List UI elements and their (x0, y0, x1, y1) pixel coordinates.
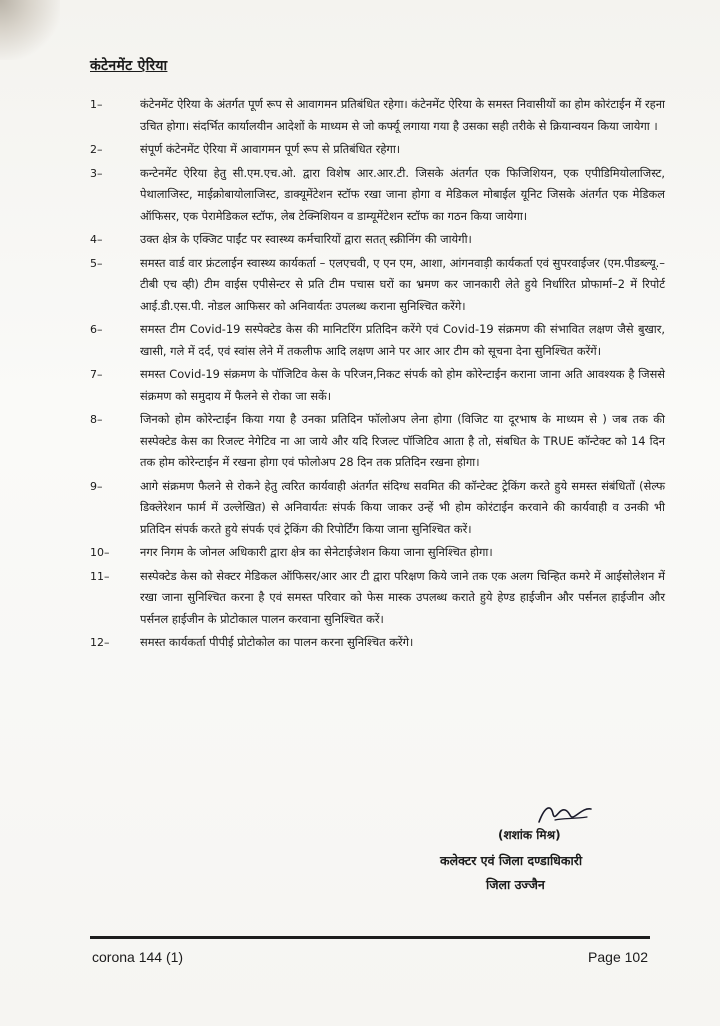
item-number: 7– (90, 368, 103, 381)
list-item (90, 476, 665, 541)
list-item (90, 253, 665, 318)
item-number: 9– (90, 479, 103, 493)
item-text: संपूर्ण कंटेनमेंट ऐरिया में आवागमन पूर्ण रूप से प्रतिबंधित रहेगा। (140, 142, 401, 156)
list-item (90, 319, 665, 362)
item-text: समस्त टीम Covid-19 सस्पेक्टेड केस की मानिटरिंग प्रतिदिन करेंगे एवं Covid-19 संक्रमण की संभावित लक्षण जैसे बुखार, खासी, गले में दर्द, एवं स्वांस लेने में तकलीफ आदि लक्षण आने पर आर आर टीम को सूचना देना सुनिश्चित करेंगें। (140, 322, 665, 358)
item-number: 5– (90, 256, 103, 270)
item-number: 2– (90, 143, 103, 156)
footer-divider (90, 936, 650, 939)
list-item (90, 364, 665, 407)
item-text: कन्टेनमेंट ऐरिया हेतु सी.एम.एच.ओ. द्वारा विशेष आर.आर.टी. जिसके अंतर्गत एक फिजिशियन, एक एपीडिमियोलाजिस्ट, पेथालाजिस्ट, माईक्रोबायोलाजिस्ट, डाक्यूमेंटेशन स्टॉफ रखा जाना होगा व मेडिकल मोबाईल यूनिट जिसके अंतर्गत एक मेडिकल ऑफिसर, एक पेरामेडिकल स्टॉफ, लेब टेक्निशियन व डाम्यूमेंटेशन स्टॉफ का गठन किया जायेगा। (140, 165, 665, 223)
order-items-list (90, 94, 665, 656)
page-heading: कंटेनमेंट ऐरिया (90, 58, 168, 74)
item-text: सस्पेक्टेड केस को सेक्टर मेडिकल ऑफिसर/आर आर टी द्वारा परिक्षण किये जाने तक एक अलग चिन्हित कमरे में आईसोलेशन में रखा जाना सुनिश्चित करना है एवं समस्त परिवार को फेस मास्क उपलब्ध कराते हुये हेण्ड हाईजीन और पर्सनल हाईजीन और पर्सनल हाईजीन के प्रोटोकाल पालन करवाना सुनिश्चित करें। (140, 568, 665, 626)
list-item (90, 139, 665, 161)
item-number: 10– (90, 546, 110, 559)
item-number: 8– (90, 413, 103, 426)
item-number: 11– (90, 569, 110, 583)
item-text: आगे संक्रमण फैलने से रोकने हेतु त्वरित कार्यवाही अंतर्गत संदिग्ध सवमित की कॉन्टेक्ट ट्रेकिंग करते हुये समस्त संबंधितों (सेल्फ डिक्लेरेशन फार्म में उल्लेखित) से अनिवार्यतः संपर्क किया जाकर उन्हें भी होम कोरंटाईन करवाने की कार्यवाही व उनकी भी प्रतिदिन संपर्क करते हुये संपर्क एवं ट्रेकिंग की रिपोर्टिंग किया जाना सुनिश्चित करें। (140, 478, 665, 536)
item-text: समस्त Covid-19 संक्रमण के पॉजिटिव केस के परिजन,निकट संपर्क को होम कोरेन्टाईन कराना जाना अति आवश्यक है जिससे संक्रमण को समुदाय में फैलने से रोका जा सकें। (140, 367, 665, 403)
item-number: 1– (90, 98, 103, 111)
signatory-designation: कलेक्टर एवं जिला दण्डाधिकारी (440, 853, 583, 868)
list-item (90, 409, 665, 474)
footer-page-number: Page 102 (588, 949, 648, 965)
list-item (90, 163, 665, 228)
item-number: 12– (90, 636, 110, 649)
footer-document-label: corona 144 (1) (92, 949, 184, 965)
page-corner-shadow (0, 0, 60, 60)
item-number: 4– (90, 233, 103, 246)
item-number: 6– (90, 323, 103, 336)
item-text: नगर निगम के जोनल अधिकारी द्वारा क्षेत्र का सेनेटाईजेशन किया जाना सुनिश्चित होगा। (140, 545, 493, 559)
list-item (90, 542, 665, 564)
item-text: कंटेनमेंट ऐरिया के अंतर्गत पूर्ण रूप से आवागमन प्रतिबंधित रहेगा। कंटेनमेंट ऐरिया के समस्त निवासीयों का होम कोरंटाईन में रहना उचित होगा। संदर्भित कार्यालयीन आदेशों के माध्यम से जो कर्फ्यू लगाया गया है उसका सही तरीके से क्रियान्वयन किया जायेगा । (140, 97, 665, 133)
list-item (90, 566, 665, 631)
item-number: 3– (90, 166, 103, 180)
item-text: समस्त वार्ड वार फ्रंटलाईन स्वास्थ्य कार्यकर्ता – एलएचवी, ए एन एम, आशा, आंगनवाड़ी कार्यकर्ता एवं सुपरवाईजर (एम.पीडब्ल्यू.–टीबी एच व्ही) टीम वाईस एपीसेन्टर से प्रति टीम पचास घरों का भ्रमण कर जानकारी लेते हुये निर्धारित प्रोफार्मा–2 में रिपोर्ट आई.डी.एस.पी. नोडल आफिसर को अनिवार्यतः उपलब्ध कराना सुनिश्चित करेंगे। (140, 255, 665, 313)
item-text: जिनको होम कोरेन्टाईन किया गया है उनका प्रतिदिन फॉलोअप लेना होगा (विजिट या दूरभाष के माध्यम से ) जब तक की सस्पेक्टेड केस का रिजल्ट नेगेटिव ना आ जाये और यदि रिजल्ट पॉजिटिव आता है तो, संबधित के TRUE कॉन्टेक्ट को 14 दिन तक होम कोरेन्टाईन में रखना होगा एवं फोलोअप 28 दिन तक प्रतिदिन रखना होगा। (140, 412, 665, 469)
list-item (90, 229, 665, 251)
signatory-place: जिला उज्जैन (486, 877, 545, 892)
list-item (90, 94, 665, 137)
list-item (90, 632, 665, 654)
item-text: समस्त कार्यकर्ता पीपीई प्रोटोकोल का पालन करना सुनिश्चित करेंगे। (140, 635, 414, 649)
item-text: उक्त क्षेत्र के एक्जिट पाईंट पर स्वास्थ्य कर्मचारियों द्वारा सतत् स्क्रीनिंग की जायेगी। (140, 232, 472, 246)
signatory-name: (शशांक मिश्र) (498, 828, 561, 842)
